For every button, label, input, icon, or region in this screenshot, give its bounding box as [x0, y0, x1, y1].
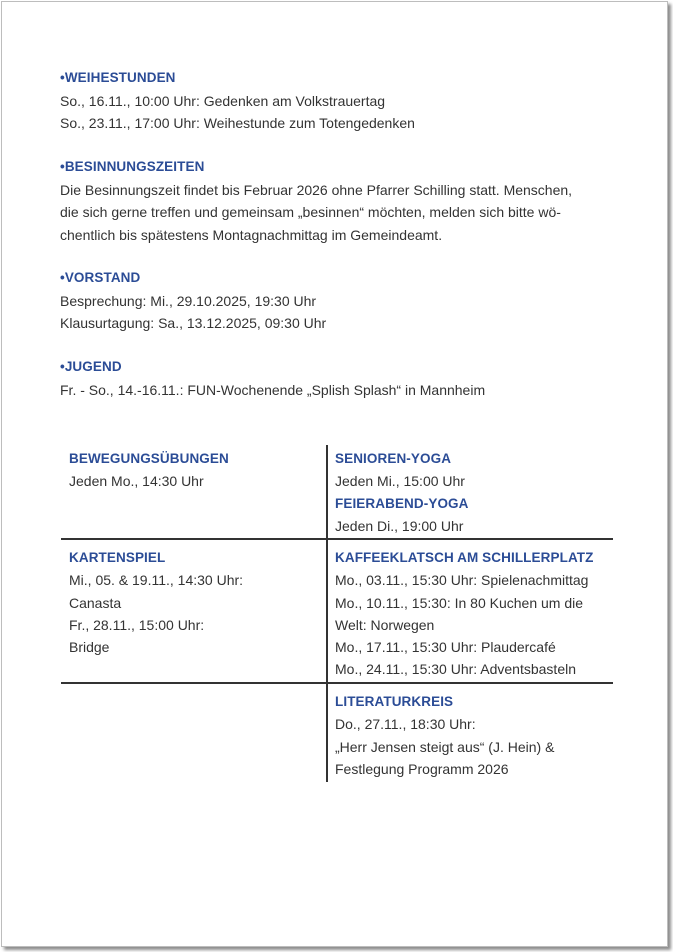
cell-literaturkreis — [335, 691, 554, 780]
text-line: Die Besinnungszeit findet bis Februar 2026 ohne Pfarrer Schilling statt. Menschen, — [60, 181, 573, 198]
text-line: die sich gerne treffen und gemeinsam „besinnen“ möchten, melden sich bitte wö- — [60, 204, 561, 220]
text-line: Jeden Di., 19:00 Uhr — [335, 517, 464, 534]
section-heading: •BESINNUNGSZEITEN — [60, 159, 205, 174]
grid-divider-vertical — [326, 445, 328, 782]
section-besinnungszeiten — [60, 156, 620, 246]
text-line: Fr. - So., 14.-16.11.: FUN-Wochenende „Splish Splash“ in Mannheim — [60, 381, 486, 398]
text-line: Canasta — [69, 594, 122, 611]
cell-heading: SENIOREN-YOGA — [335, 451, 452, 466]
text-line: Welt: Norwegen — [335, 616, 435, 633]
cell-bewegungsuebungen — [69, 448, 229, 493]
section-vorstand — [60, 267, 620, 335]
text-line: Do., 27.11., 18:30 Uhr: — [335, 716, 476, 733]
text-line: „Herr Jensen steigt aus“ (J. Hein) & — [335, 738, 555, 755]
text-line: Jeden Mo., 14:30 Uhr — [69, 473, 204, 490]
text-line: Bridge — [69, 639, 110, 656]
text-line: Fr., 28.11., 15:00 Uhr: — [69, 616, 205, 633]
cell-heading: LITERATURKREIS — [335, 694, 454, 709]
grid-divider-horizontal — [61, 538, 613, 540]
section-heading: •JUGEND — [60, 359, 122, 374]
cell-kaffeeklatsch — [335, 547, 593, 681]
text-line: Mi., 05. & 19.11., 14:30 Uhr: — [69, 572, 244, 589]
cell-heading: KAFFEEKLATSCH AM SCHILLERPLATZ — [335, 550, 594, 565]
section-weihestunden — [60, 67, 620, 135]
text-line: Festlegung Programm 2026 — [335, 760, 509, 777]
cell-heading: FEIERABEND-YOGA — [335, 495, 469, 511]
text-line: Mo., 03.11., 15:30 Uhr: Spielenachmittag — [335, 572, 589, 589]
text-line: So., 16.11., 10:00 Uhr: Gedenken am Volkstrauertag — [60, 92, 386, 109]
grid-divider-horizontal — [61, 682, 613, 684]
text-line: So., 23.11., 17:00 Uhr: Weihestunde zum Totengedenken — [60, 115, 415, 131]
document-page — [1, 1, 668, 947]
section-heading: •VORSTAND — [60, 270, 141, 285]
text-line: Besprechung: Mi., 29.10.2025, 19:30 Uhr — [60, 292, 317, 309]
text-line: Jeden Mi., 15:00 Uhr — [335, 473, 465, 490]
section-jugend — [60, 356, 620, 401]
text-line: Mo., 10.11., 15:30: In 80 Kuchen um die — [335, 594, 584, 611]
text-line: Mo., 17.11., 15:30 Uhr: Plaudercafé — [335, 639, 556, 656]
cell-heading: BEWEGUNGSÜBUNGEN — [69, 451, 229, 466]
text-line: chentlich bis spätestens Montagnachmittag im Gemeindeamt. — [60, 226, 443, 243]
section-heading: •WEIHESTUNDEN — [60, 70, 176, 85]
cell-heading: KARTENSPIEL — [69, 550, 166, 565]
cell-senioren-yoga — [335, 448, 469, 537]
text-line: Klausurtagung: Sa., 13.12.2025, 09:30 Uhr — [60, 315, 327, 331]
cell-kartenspiel — [69, 547, 243, 658]
text-line: Mo., 24.11., 15:30 Uhr: Adventsbasteln — [335, 661, 577, 678]
